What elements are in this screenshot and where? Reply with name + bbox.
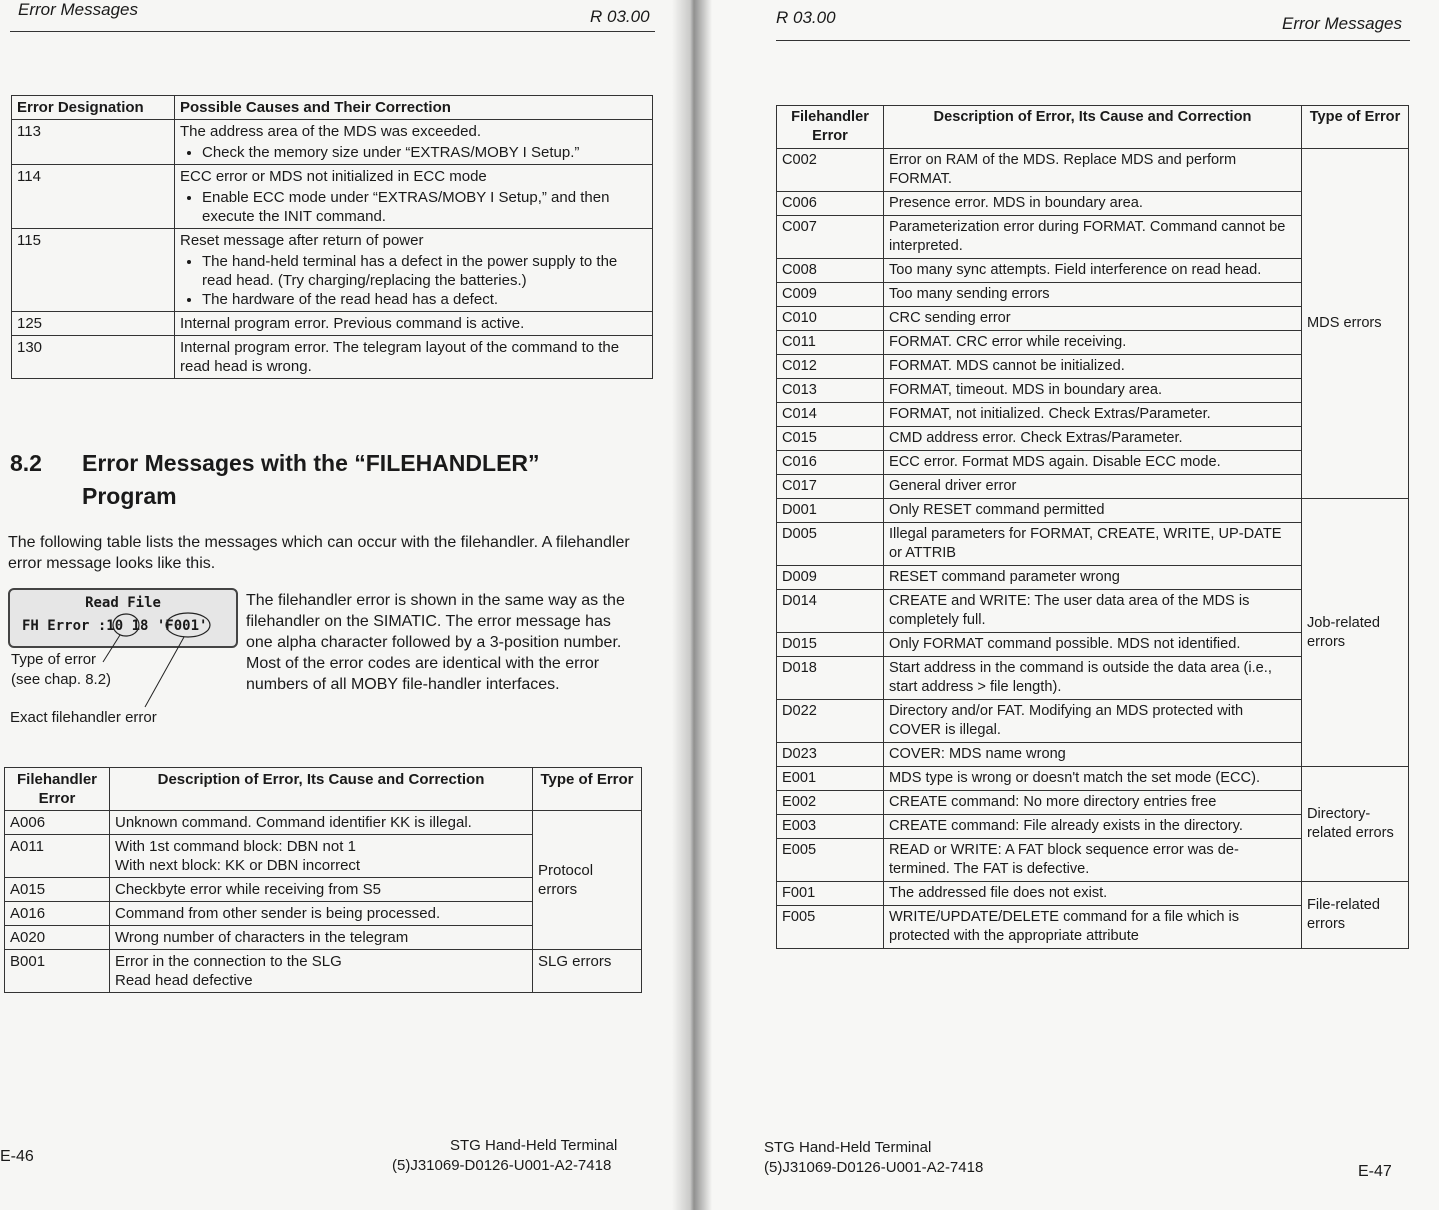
left-header-title: Error Messages [18, 0, 138, 19]
error-code-cell: A011 [5, 835, 110, 878]
error-code-cell: A006 [5, 811, 110, 835]
table-header-type: Type of Error [533, 768, 642, 811]
error-code-cell: A015 [5, 878, 110, 902]
error-cause-cell [175, 120, 653, 165]
display-description: The filehandler error is shown in the same way as the filehandler on the SIMATIC. The error message has one alpha character followed by a 3-position number. Most of the error codes are identical with the error numbers of all MOBY file-handler interfaces. [246, 592, 625, 693]
error-code-cell: 113 [12, 120, 175, 165]
error-code-cell: C013 [777, 379, 884, 403]
left-header-rev: R 03.00 [590, 7, 650, 26]
error-code-cell: C006 [777, 192, 884, 216]
error-cause-cell [175, 229, 653, 312]
error-description-cell: CREATE command: No more directory entries free [884, 791, 1302, 815]
intro-paragraph: The following table lists the messages which can occur with the filehandler. A filehandler error message looks like this. [8, 534, 630, 572]
error-description-cell: General driver error [884, 475, 1302, 499]
error-code-cell: C009 [777, 283, 884, 307]
error-code-cell: F005 [777, 906, 884, 949]
error-code-cell: C010 [777, 307, 884, 331]
error-code-cell: E003 [777, 815, 884, 839]
error-description-cell: Illegal parameters for FORMAT, CREATE, WRITE, UP-DATE or ATTRIB [884, 523, 1302, 566]
protocol-errors-table [4, 767, 642, 993]
error-code-cell: D023 [777, 743, 884, 767]
error-code-cell: C016 [777, 451, 884, 475]
table-row [12, 120, 653, 165]
error-code-cell: D022 [777, 700, 884, 743]
table-header-description: Description of Error, Its Cause and Correction [110, 768, 533, 811]
right-footer-title: STG Hand-Held Terminal [764, 1139, 932, 1156]
error-code-cell: C011 [777, 331, 884, 355]
error-description-cell: With 1st command block: DBN not 1 With next block: KK or DBN incorrect [110, 835, 533, 878]
table-row [777, 882, 1409, 906]
error-description-cell: Directory and/or FAT. Modifying an MDS protected with COVER is illegal. [884, 700, 1302, 743]
error-description-cell: Too many sync attempts. Field interference on read head. [884, 259, 1302, 283]
display-line-1: Read File [85, 595, 161, 611]
table-header-description: Description of Error, Its Cause and Correction [884, 106, 1302, 149]
table-row [12, 229, 653, 312]
error-code-cell: E002 [777, 791, 884, 815]
error-designation-table [11, 95, 653, 379]
callout-circle-exact [166, 613, 210, 637]
caption-type-ref: (see chap. 8.2) [11, 671, 112, 688]
error-description-cell: RESET command parameter wrong [884, 566, 1302, 590]
right-header-rev: R 03.00 [776, 8, 836, 27]
error-description-cell: Presence error. MDS in boundary area. [884, 192, 1302, 216]
error-code-cell: D005 [777, 523, 884, 566]
section-number: 8.2 [10, 450, 42, 476]
table-header-type: Type of Error [1302, 106, 1409, 149]
cause-text: Internal program error. The telegram layout of the command to the read head is wrong. [180, 339, 620, 375]
error-code-cell: A016 [5, 902, 110, 926]
error-description-cell: Wrong number of characters in the telegram [110, 926, 533, 950]
error-description-cell: COVER: MDS name wrong [884, 743, 1302, 767]
error-description-cell: Command from other sender is being processed. [110, 902, 533, 926]
table-row [12, 336, 653, 379]
right-page-number: E-47 [1358, 1163, 1392, 1180]
error-code-cell: E001 [777, 767, 884, 791]
error-description-cell: Checkbyte error while receiving from S5 [110, 878, 533, 902]
error-description-cell: MDS type is wrong or doesn't match the set mode (ECC). [884, 767, 1302, 791]
error-code-cell: C008 [777, 259, 884, 283]
correction-item: • Check the memory size under “EXTRAS/MOBY I Setup.” [202, 143, 647, 162]
right-header-rule [776, 40, 1410, 41]
error-description-cell: READ or WRITE: A FAT block sequence error was de-termined. The FAT is defective. [884, 839, 1302, 882]
cause-text: ECC error or MDS not initialized in ECC mode [180, 168, 487, 185]
section-title: Error Messages with the “FILEHANDLER” Program [82, 450, 540, 509]
error-type-cell: SLG errors [533, 950, 642, 993]
cause-text: Internal program error. Previous command is active. [180, 315, 525, 332]
error-code-cell: C014 [777, 403, 884, 427]
right-page [690, 0, 1439, 1210]
error-description-cell: The addressed file does not exist. [884, 882, 1302, 906]
correction-list [180, 252, 647, 309]
error-type-cell: Protocol errors [533, 811, 642, 950]
error-code-cell: C007 [777, 216, 884, 259]
error-description-cell: Only RESET command permitted [884, 499, 1302, 523]
error-type-cell: Directory-related errors [1302, 767, 1409, 882]
error-cause-cell [175, 312, 653, 336]
error-description-cell: Error on RAM of the MDS. Replace MDS and perform FORMAT. [884, 149, 1302, 192]
error-description-cell: Start address in the command is outside the data area (i.e., start address > file length). [884, 657, 1302, 700]
table-row [777, 767, 1409, 791]
right-header-title: Error Messages [1282, 14, 1402, 33]
correction-list [180, 188, 647, 226]
error-description-cell: CREATE and WRITE: The user data area of the MDS is completely full. [884, 590, 1302, 633]
error-code-cell: 125 [12, 312, 175, 336]
error-description-cell: FORMAT, not initialized. Check Extras/Parameter. [884, 403, 1302, 427]
error-code-cell: A020 [5, 926, 110, 950]
error-code-cell: F001 [777, 882, 884, 906]
correction-item: • The hand-held terminal has a defect in the power supply to the read head. (Try charging/replacing the batteries.) [202, 252, 647, 290]
error-type-cell: MDS errors [1302, 149, 1409, 499]
left-page-number: E-46 [0, 1148, 34, 1165]
error-code-cell: D009 [777, 566, 884, 590]
callout-line-type [103, 635, 120, 662]
error-code-cell: C017 [777, 475, 884, 499]
error-description-cell: Parameterization error during FORMAT. Command cannot be interpreted. [884, 216, 1302, 259]
callout-line-exact [145, 637, 184, 707]
error-code-cell: C012 [777, 355, 884, 379]
callout-circle-type [113, 614, 139, 636]
error-description-cell: FORMAT. CRC error while receiving. [884, 331, 1302, 355]
left-footer-title: STG Hand-Held Terminal [450, 1137, 618, 1154]
correction-item: • The hardware of the read head has a defect. [202, 290, 647, 309]
table-row [12, 165, 653, 229]
error-description-cell: Too many sending errors [884, 283, 1302, 307]
error-code-cell: C002 [777, 149, 884, 192]
error-cause-cell [175, 165, 653, 229]
error-description-cell: WRITE/UPDATE/DELETE command for a file which is protected with the appropriate attribute [884, 906, 1302, 949]
error-code-cell: C015 [777, 427, 884, 451]
left-footer-code: (5)J31069-D0126-U001-A2-7418 [392, 1157, 612, 1174]
table-row [777, 499, 1409, 523]
error-code-cell: B001 [5, 950, 110, 993]
error-description-cell: FORMAT, timeout. MDS in boundary area. [884, 379, 1302, 403]
error-code-cell: D001 [777, 499, 884, 523]
error-description-cell: Error in the connection to the SLG Read head defective [110, 950, 533, 993]
error-description-cell: FORMAT. MDS cannot be initialized. [884, 355, 1302, 379]
display-line-2: FH Error :10 18 'F001' [22, 618, 208, 634]
error-code-cell: 114 [12, 165, 175, 229]
caption-type-of-error: Type of error [11, 651, 97, 668]
error-code-cell: D014 [777, 590, 884, 633]
cause-text: The address area of the MDS was exceeded. [180, 123, 481, 140]
error-description-cell: ECC error. Format MDS again. Disable ECC mode. [884, 451, 1302, 475]
error-description-cell: CREATE command: File already exists in the directory. [884, 815, 1302, 839]
correction-item: • Enable ECC mode under “EXTRAS/MOBY I Setup,” and then execute the INIT command. [202, 188, 647, 226]
caption-exact-error: Exact filehandler error [10, 709, 157, 726]
error-description-cell: Unknown command. Command identifier KK is illegal. [110, 811, 533, 835]
error-code-cell: D015 [777, 633, 884, 657]
table-header-designation: Error Designation [12, 96, 175, 120]
error-description-cell: CRC sending error [884, 307, 1302, 331]
table-row [5, 950, 642, 993]
error-code-cell: D018 [777, 657, 884, 700]
error-type-cell: File-related errors [1302, 882, 1409, 949]
error-cause-cell [175, 336, 653, 379]
left-page [0, 0, 690, 1210]
error-code-cell: 115 [12, 229, 175, 312]
table-header-error: Filehandler Error [5, 768, 110, 811]
left-header-rule [10, 31, 655, 32]
table-header-causes: Possible Causes and Their Correction [175, 96, 653, 120]
error-description-cell: CMD address error. Check Extras/Parameter. [884, 427, 1302, 451]
table-row [5, 811, 642, 835]
error-code-cell: E005 [777, 839, 884, 882]
error-description-cell: Only FORMAT command possible. MDS not identified. [884, 633, 1302, 657]
error-type-cell: Job-related errors [1302, 499, 1409, 767]
book-spine-shadow [672, 0, 712, 1210]
cause-text: Reset message after return of power [180, 232, 424, 249]
table-row [777, 149, 1409, 192]
table-header-error: Filehandler Error [777, 106, 884, 149]
correction-list [180, 143, 647, 162]
filehandler-errors-table [776, 105, 1409, 949]
table-row [12, 312, 653, 336]
right-footer-code: (5)J31069-D0126-U001-A2-7418 [764, 1159, 984, 1176]
error-code-cell: 130 [12, 336, 175, 379]
